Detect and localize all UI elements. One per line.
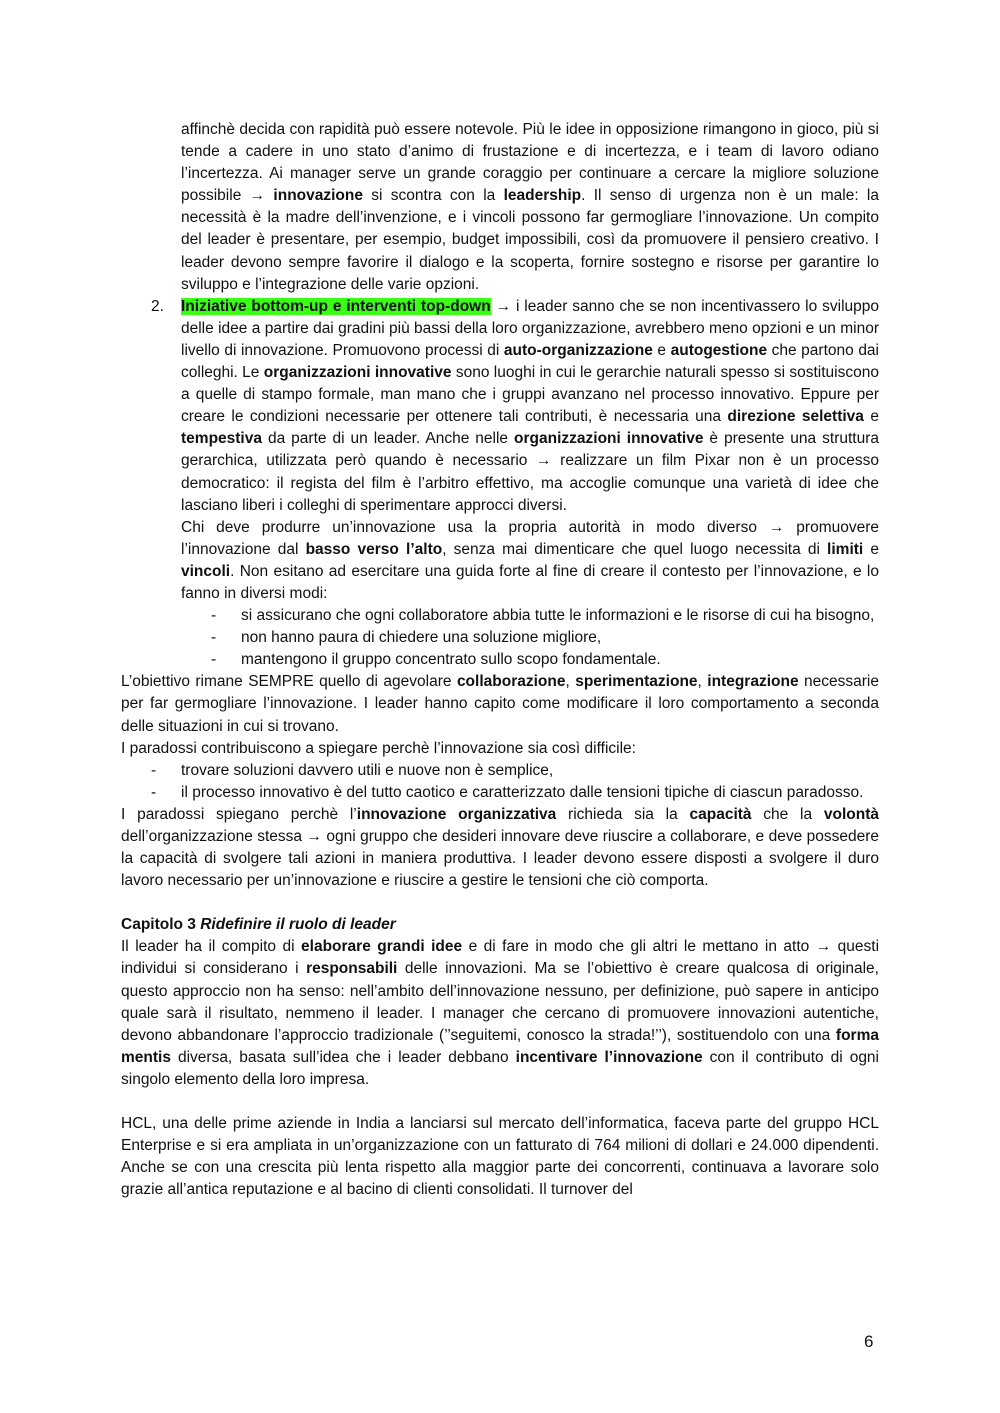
paragraph-objective xyxy=(121,671,879,737)
bold-term: leadership xyxy=(503,187,582,205)
paradox-list xyxy=(121,760,879,804)
text-run: e di fare in modo che gli altri le mettano in atto → questi individui si considerano i xyxy=(121,938,880,978)
paragraph-paradox-explained xyxy=(121,804,879,892)
bold-term: volontà xyxy=(823,805,880,823)
chapter-label: Capitolo 3 xyxy=(121,916,196,934)
bold-term: direzione selettiva xyxy=(727,408,864,426)
paragraph-hcl: HCL, una delle prime aziende in India a lanciarsi sul mercato dell’informatica, faceva parte del gruppo HCL Enterprise e si era ampliata in un’organizzazione con un fatturato di 764 milioni di dollari e 24.000 dipendenti. Anche se con una crescita più lenta rispetto alla maggior parte dei concorrenti, continuava a lavorare solo grazie all’antica reputazione e al bacino di clienti consolidati. Il turnover del xyxy=(121,1115,879,1199)
text-run: L’obiettivo rimane SEMPRE quello di agevolare xyxy=(121,673,457,691)
dash-bullet: - xyxy=(211,629,217,647)
text-run: Chi deve produrre un’innovazione usa la propria autorità in modo diverso → promuovere l’innovazione dal xyxy=(181,518,879,558)
dash-bullet: - xyxy=(151,761,157,779)
list-item-text: mantengono il gruppo concentrato sullo scopo fondamentale. xyxy=(241,651,661,669)
text-run: . Non esitano ad esercitare una guida forte al fine di creare il contesto per l’innovazione, e lo fanno in diversi modi: xyxy=(181,562,879,602)
bold-term: tempestiva xyxy=(181,430,262,448)
bold-term: vincoli xyxy=(181,562,231,580)
bold-term: basso verso l’alto xyxy=(305,540,443,558)
highlighted-heading: Iniziative bottom-up e interventi top-down xyxy=(181,297,491,315)
text-run: delle innovazioni. Ma se l’obiettivo è creare qualcosa di originale, questo approccio non ha senso: nell’ambito dell’innovazione nessuno, per definizione, può sapere in anticipo quale sarà il risultato, nemmeno il leader. I manager che cercano di promuovere innovazioni autentiche, devono abbandonare l’approccio tradizionale (’’seguitemi, conosco la strada!’’), sostituendolo con una xyxy=(121,960,879,1044)
spacer xyxy=(121,1091,879,1113)
paragraph-paradox-intro: I paradossi contribuiscono a spiegare perchè l’innovazione sia così difficile: xyxy=(121,739,636,757)
bold-term: sperimentazione xyxy=(575,673,698,691)
text-run: → i leader sanno che se non incentivassero lo sviluppo delle idee a partire dai gradini più bassi della loro organizzazione, avrebbero meno opzioni e un minor livello di innovazione. Promuovono processi di xyxy=(181,297,879,359)
text-run: , xyxy=(565,673,576,691)
text-run: e xyxy=(863,408,879,426)
text-run: necessarie per far germogliare l’innovazione. I leader hanno capito come modificare il loro comportamento a seconda delle situazioni in cui si trovano. xyxy=(121,673,879,735)
bold-term: innovazione organizzativa xyxy=(356,805,557,823)
modes-list xyxy=(121,605,879,671)
bold-term: responsabili xyxy=(306,960,398,978)
dash-bullet: - xyxy=(211,651,217,669)
text-run: da parte di un leader. Anche nelle xyxy=(261,430,515,448)
text-run: che la xyxy=(751,805,824,823)
bold-term: forma mentis xyxy=(121,1026,879,1066)
text-run: si scontra con la xyxy=(363,187,504,205)
text-run: è presente una struttura gerarchica, utilizzata però quando è necessario → realizzare un film Pixar non è un processo democratico: il regista del film è l’arbitro effettivo, ma accoglie comunque una varietà di idee che lasciano liberi i colleghi di sperimentare approcci diversi. xyxy=(181,430,879,514)
list-item-text: si assicurano che ogni collaboratore abbia tutte le informazioni e le risorse di cui ha bisogno, xyxy=(241,607,875,625)
text-run: dell’organizzazione stessa → ogni gruppo che desideri innovare deve riuscire a collaborare, e deve possedere la capacità di svolgere tali azioni in maniera produttiva. I leader devono essere disposti a svolgere il duro lavoro necessario per un’innovazione e riuscire a gestire le tensioni che ciò comporta. xyxy=(121,828,879,890)
page-number: 6 xyxy=(864,1332,874,1351)
item-number: 2. xyxy=(151,297,164,315)
spacer xyxy=(121,892,879,914)
bold-term: incentivare l’innovazione xyxy=(515,1048,703,1066)
bold-term: elaborare grandi idee xyxy=(301,938,463,956)
text-run: sono luoghi in cui le gerarchie naturali spesso si sostituiscono a quelle di stampo formale, man mano che i gruppi avanzano nel processo innovativo. Eppure per creare le condizioni necessarie per ottenere tali contributi, è necessaria una xyxy=(181,364,879,426)
list-item xyxy=(121,649,879,671)
text-run: , xyxy=(697,673,708,691)
bold-term: auto-organizzazione xyxy=(503,341,653,359)
list-item-text: trovare soluzioni davvero utili e nuove non è semplice, xyxy=(181,761,554,779)
text-run: richieda sia la xyxy=(556,805,690,823)
paragraph-authority xyxy=(121,517,879,605)
list-item xyxy=(121,605,879,627)
text-run: e xyxy=(863,540,879,558)
bold-term: capacità xyxy=(689,805,752,823)
chapter-title: Ridefinire il ruolo di leader xyxy=(200,916,396,934)
list-item xyxy=(121,782,879,804)
bold-term: integrazione xyxy=(707,673,799,691)
text-run: diversa, basata sull’idea che i leader debbano xyxy=(170,1048,516,1066)
bold-term: innovazione xyxy=(273,187,363,205)
paragraph-leader-role xyxy=(121,936,879,1091)
list-item-text: non hanno paura di chiedere una soluzione migliore, xyxy=(241,629,602,647)
dash-bullet: - xyxy=(151,783,157,801)
text-run: affinchè decida con rapidità può essere notevole. Più le idee in opposizione rimangono in gioco, più si tende a cadere in uno stato d’animo di frustazione e di incertezza, e i team di lavoro odiano l’incertezza. Ai manager serve un grande coraggio per continuare a cercare la migliore soluzione possibile → xyxy=(181,121,879,205)
chapter-heading xyxy=(121,914,879,936)
dash-bullet: - xyxy=(211,607,217,625)
text-run: e xyxy=(652,341,671,359)
list-item-text: il processo innovativo è del tutto caotico e caratterizzato dalle tensioni tipiche di ciascun paradosso. xyxy=(181,783,864,801)
bold-term: limiti xyxy=(827,540,864,558)
paragraph-continuation xyxy=(121,119,879,296)
text-run: . Il senso di urgenza non è un male: la necessità è la madre dell’invenzione, e i vincoli possono far germogliare l’innovazione. Un compito del leader è presentare, per esempio, budget impossibili, così da promuovere il pensiero creativo. I leader devono sempre favorire il dialogo e la scoperta, fornire sostegno e risorse per garantire lo sviluppo e l’integrazione delle varie opzioni. xyxy=(181,187,879,293)
text-run: con il contributo di ogni singolo elemento della loro impresa. xyxy=(121,1048,880,1088)
bold-term: autogestione xyxy=(670,341,768,359)
bold-term: organizzazioni innovative xyxy=(263,364,452,382)
list-item xyxy=(121,627,879,649)
text-run: Il leader ha il compito di xyxy=(121,938,302,956)
numbered-item-2 xyxy=(121,296,879,517)
list-item xyxy=(121,760,879,782)
text-run: che partono dai colleghi. Le xyxy=(181,341,880,382)
bold-term: collaborazione xyxy=(456,673,566,691)
text-run: I paradossi spiegano perchè l’ xyxy=(121,805,357,823)
bold-term: organizzazioni innovative xyxy=(514,430,704,448)
text-run: , senza mai dimenticare che quel luogo necessita di xyxy=(442,540,828,558)
page-content xyxy=(121,119,879,1201)
